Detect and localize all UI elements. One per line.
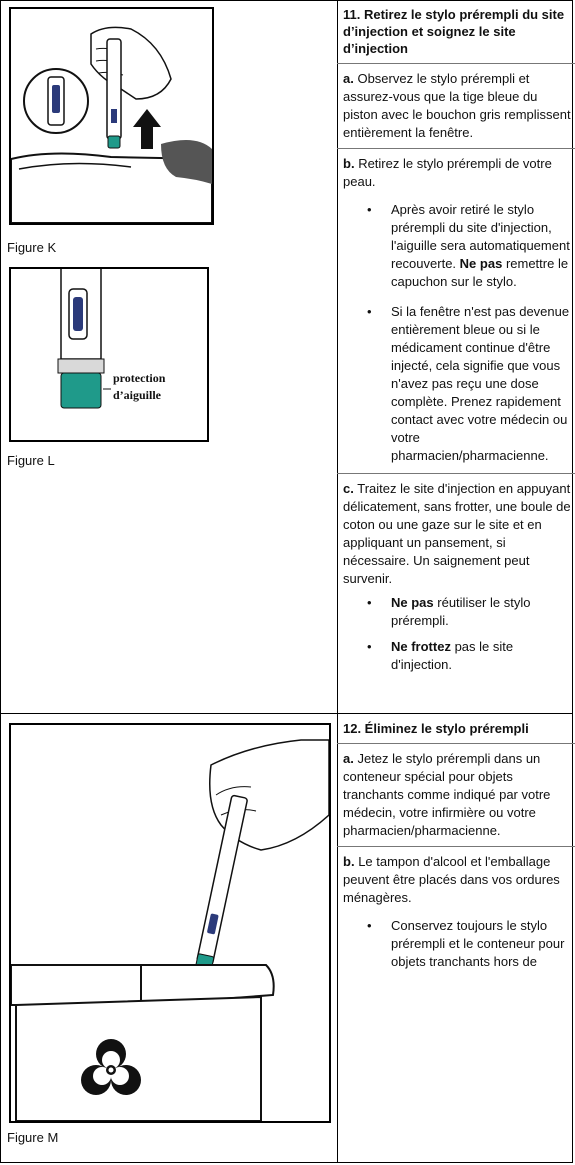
step-12-title: 12. Éliminez le stylo prérempli	[343, 721, 529, 736]
figure-l-illustration	[9, 267, 209, 442]
step-11-c-bullet-2: • Ne frottez pas le site d'injection.	[367, 639, 514, 672]
separator	[337, 846, 575, 847]
figure-l-caption: Figure L	[7, 453, 55, 468]
figure-l-label-1: protection	[113, 371, 166, 385]
figure-m-drawing	[11, 725, 329, 1121]
figure-m-illustration	[9, 723, 331, 1123]
step-11-a: a. Observez le stylo prérempli et assurez-vous que la tige bleue du piston avec le bouchon gris remplissent entièrement la fenêtre.	[343, 71, 571, 140]
bullet-icon: •	[367, 639, 372, 654]
step-11-c-bullet-1: • Ne pas réutiliser le stylo prérempli.	[367, 595, 531, 628]
step-12-b: b. Le tampon d'alcool et l'emballage peuvent être placés dans vos ordures ménagères.	[343, 854, 560, 905]
figure-k-illustration	[9, 7, 214, 225]
bullet-icon: •	[367, 595, 372, 610]
step-11-title: 11. Retirez le stylo prérempli du site d’injection et soignez le site d’injection	[343, 7, 565, 56]
bullet-icon: •	[367, 918, 372, 933]
step-12-b-bullet-1: • Conservez toujours le stylo prérempli et le conteneur pour objets tranchants hors de	[367, 918, 565, 969]
column-divider	[337, 0, 338, 1163]
step-11-section	[343, 6, 571, 682]
figure-k-drawing	[11, 9, 212, 223]
step-12-a: a. Jetez le stylo prérempli dans un conteneur spécial pour objets tranchants comme indiqué par votre médecin, votre infirmière ou votre pharmacien/pharmacienne.	[343, 751, 551, 838]
separator	[337, 148, 575, 149]
separator	[337, 743, 575, 744]
step-11-c: c. Traitez le site d'injection en appuyant délicatement, sans frotter, une boule de coton ou une gaze sur le site et en appliquant un pansement, si nécessaire. Un saignement peut survenir.	[343, 481, 571, 586]
step-12-section	[343, 720, 571, 979]
bullet-icon: •	[367, 202, 372, 217]
separator	[337, 63, 575, 64]
bullet-icon: •	[367, 304, 372, 319]
figure-k-caption: Figure K	[7, 240, 57, 255]
step-11-b-bullet-1: • Après avoir retiré le stylo prérempli du site d'injection, l'aiguille sera automatiquement recouverte. Ne pas remettre le capuchon sur le stylo.	[367, 202, 570, 289]
figure-l-drawing	[11, 269, 207, 440]
figure-m-caption: Figure M	[7, 1130, 59, 1145]
row-divider	[0, 713, 573, 714]
figure-l-label-2: d’aiguille	[113, 388, 162, 402]
separator	[337, 473, 575, 474]
step-11-b-bullet-2: • Si la fenêtre n'est pas devenue entièrement bleue ou si le médicament continue d'être injecté, cela signifie que vous n'avez pas reçu une dose complète. Prenez rapidement contact avec votre médecin ou votre pharmacien/pharmacienne.	[367, 304, 570, 463]
step-11-b: b. Retirez le stylo prérempli de votre peau.	[343, 156, 552, 189]
